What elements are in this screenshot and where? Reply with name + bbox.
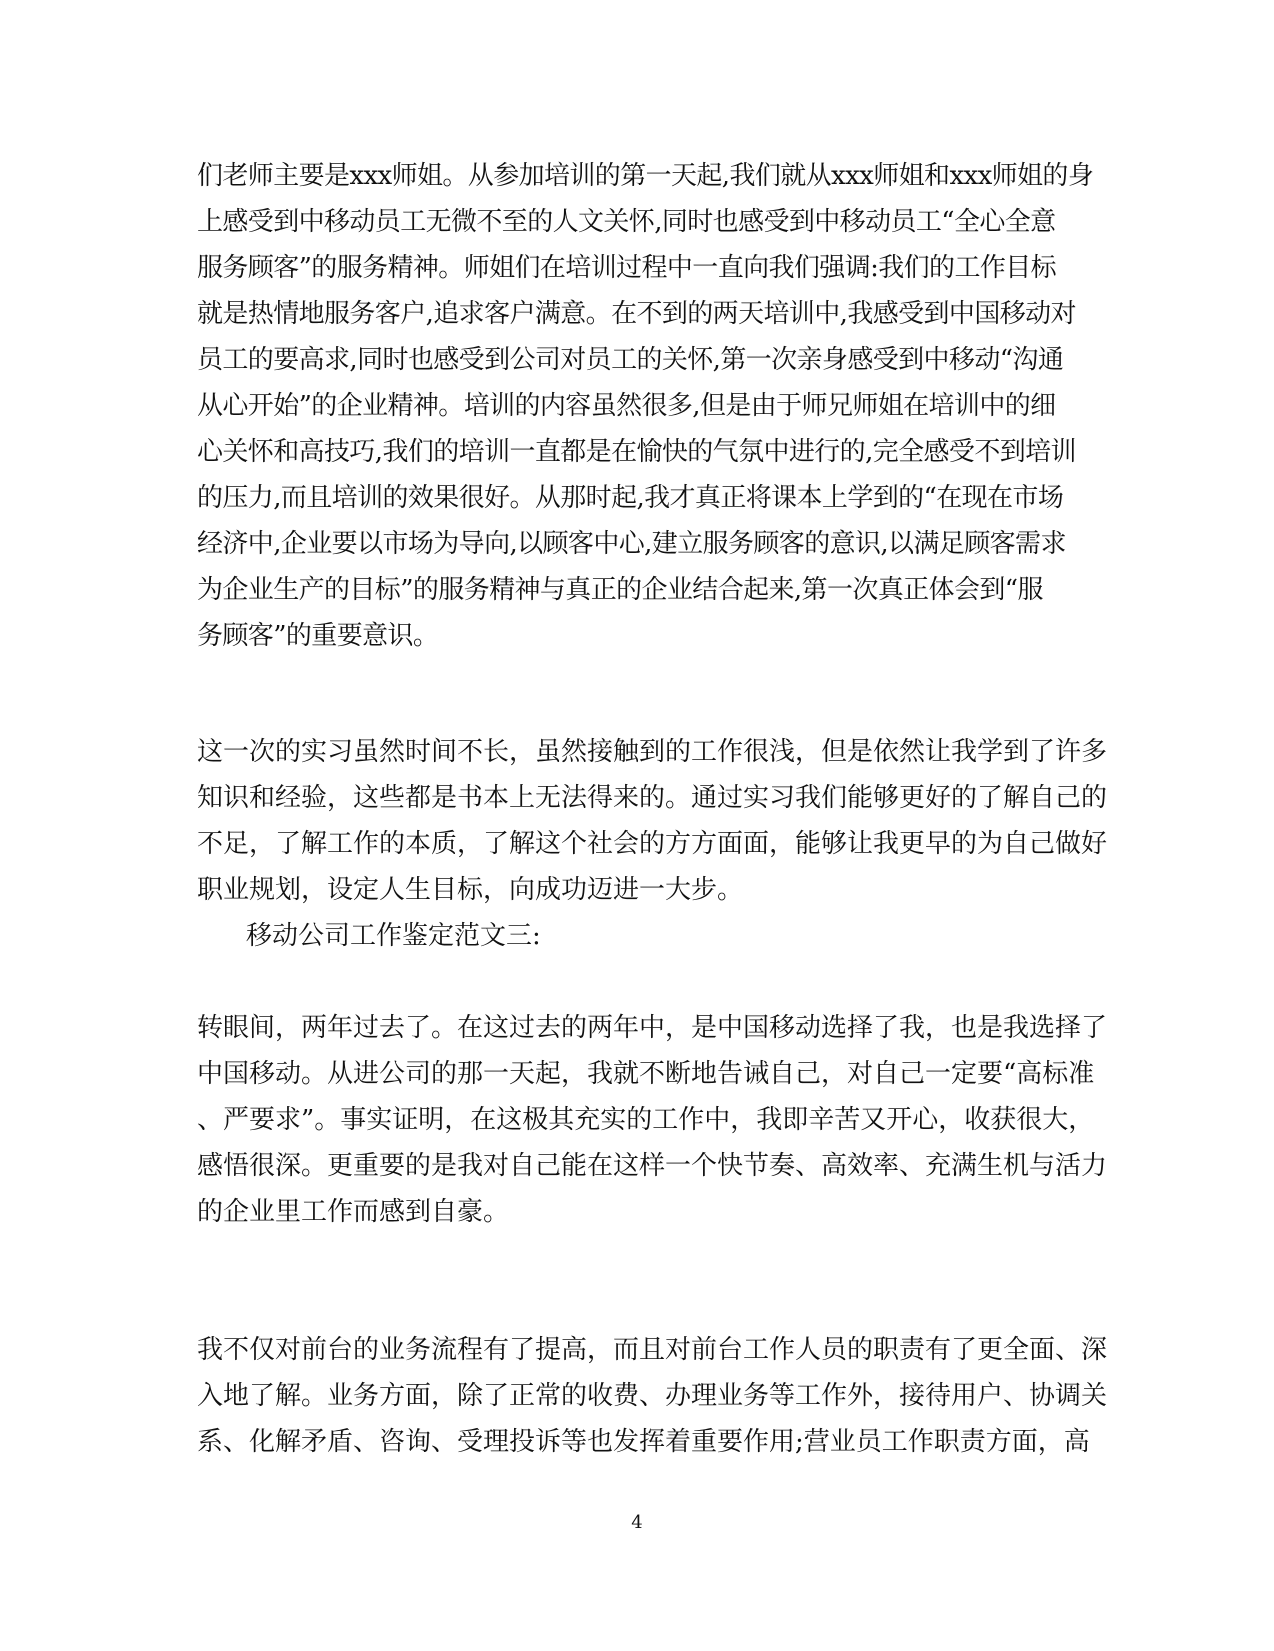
text-line: 不足，了解工作的本质，了解这个社会的方方面面，能够让我更早的为自己做好: [197, 829, 1108, 859]
text-line: 感悟很深。更重要的是我对自己能在这样一个快节奏、高效率、充满生机与活力: [197, 1151, 1108, 1181]
text-line: 从心开始”的企业精神。培训的内容虽然很多,但是由于师兄师姐在培训中的细: [197, 391, 1056, 421]
text-line: 这一次的实习虽然时间不长，虽然接触到的工作很浅，但是依然让我学到了许多: [197, 737, 1108, 767]
text-line: 心关怀和高技巧,我们的培训一直都是在愉快的气氛中进行的,完全感受不到培训: [197, 437, 1076, 467]
text-line: 的企业里工作而感到自豪。: [197, 1197, 510, 1227]
text-line: 们老师主要是xxx师姐。从参加培训的第一天起,我们就从xxx师姐和xxx师姐的身: [197, 161, 1094, 191]
text-line: 为企业生产的目标”的服务精神与真正的企业结合起来,第一次真正体会到“服: [197, 575, 1043, 605]
text-line: 、严要求”。事实证明，在这极其充实的工作中，我即辛苦又开心，收获很大，: [197, 1105, 1095, 1135]
page-number: 4: [631, 1512, 643, 1533]
text-line: 服务顾客”的服务精神。师姐们在培训过程中一直向我们强调:我们的工作目标: [197, 253, 1057, 283]
paragraph-front-desk: [197, 1327, 1108, 1465]
paragraph-two-years: [197, 1005, 1108, 1235]
text-line: 经济中,企业要以市场为导向,以顾客中心,建立服务顾客的意识,以满足顾客需求: [197, 529, 1066, 559]
text-line: 就是热情地服务客户,追求客户满意。在不到的两天培训中,我感受到中国移动对: [197, 299, 1076, 329]
text-line: 员工的要高求,同时也感受到公司对员工的关怀,第一次亲身感受到中移动“沟通: [197, 345, 1064, 375]
text-line: 转眼间，两年过去了。在这过去的两年中，是中国移动选择了我，也是我选择了: [197, 1013, 1108, 1043]
section-heading: 移动公司工作鉴定范文三:: [246, 921, 541, 951]
text-line: 中国移动。从进公司的那一天起，我就不断地告诫自己，对自己一定要“高标准: [197, 1059, 1095, 1089]
text-line: 我不仅对前台的业务流程有了提高，而且对前台工作人员的职责有了更全面、深: [197, 1335, 1108, 1365]
text-line: 务顾客”的重要意识。: [197, 621, 439, 651]
text-line: 上感受到中移动员工无微不至的人文关怀,同时也感受到中移动员工“全心全意: [197, 207, 1056, 237]
text-line: 入地了解。业务方面，除了正常的收费、办理业务等工作外，接待用户、协调关: [197, 1381, 1108, 1411]
text-line: 系、化解矛盾、咨询、受理投诉等也发挥着重要作用;营业员工作职责方面，高: [197, 1427, 1090, 1457]
text-line: 职业规划，设定人生目标，向成功迈进一大步。: [197, 875, 744, 905]
paragraph-internship: [197, 729, 1108, 913]
text-line: 知识和经验，这些都是书本上无法得来的。通过实习我们能够更好的了解自己的: [197, 783, 1108, 813]
paragraph-training: [197, 153, 1094, 659]
text-line: 的压力,而且培训的效果很好。从那时起,我才真正将课本上学到的“在现在市场: [197, 483, 1064, 513]
